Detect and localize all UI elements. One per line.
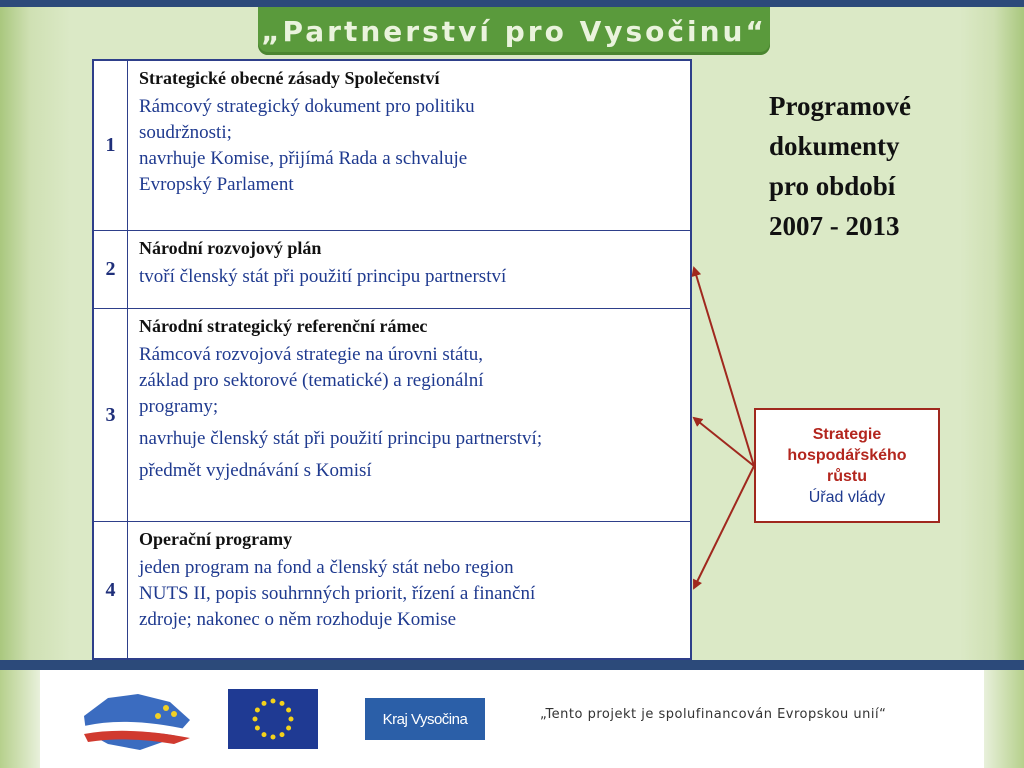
row-text bbox=[128, 61, 690, 230]
top-band bbox=[0, 0, 1024, 7]
table-row bbox=[94, 61, 690, 231]
row-number: 4 bbox=[94, 522, 128, 658]
header-title: „Partnerství pro Vysočinu“ bbox=[261, 14, 767, 48]
row-body-paragraph: Rámcový strategický dokument pro politiku soudržnosti; navrhuje Komise, přijímá Rada a schvaluje Evropský Parlament bbox=[139, 96, 475, 195]
row-body bbox=[139, 555, 680, 633]
row-body-paragraph: navrhuje členský stát při použití principu partnerství; bbox=[139, 428, 543, 449]
row-number: 1 bbox=[94, 61, 128, 230]
row-body bbox=[139, 94, 680, 198]
row-body-paragraph: předmět vyjednávání s Komisí bbox=[139, 460, 372, 481]
row-title: Operační programy bbox=[139, 529, 293, 549]
eu-flag-icon bbox=[228, 689, 318, 749]
strategy-title: Strategie hospodářského růstu bbox=[787, 425, 907, 485]
side-title: Programové dokumenty pro období 2007 - 2013 bbox=[769, 91, 911, 241]
row-text bbox=[128, 231, 690, 308]
row-body bbox=[139, 264, 680, 290]
row-title: Národní strategický referenční rámec bbox=[139, 316, 428, 336]
row-text bbox=[128, 522, 690, 658]
kraj-vysocina-logo: Kraj Vysočina bbox=[365, 698, 485, 740]
row-number: 2 bbox=[94, 231, 128, 308]
table-row bbox=[94, 522, 690, 658]
program-documents-table bbox=[92, 59, 692, 660]
row-body-paragraph: jeden program na fond a členský stát nebo region NUTS II, popis souhrnných priorit, řízení a finanční zdroje; nakonec o něm rozhoduje Komise bbox=[139, 557, 536, 630]
footer-decor-right bbox=[984, 670, 1024, 768]
row-text bbox=[128, 309, 690, 521]
header-banner bbox=[258, 7, 770, 55]
row-title: Národní rozvojový plán bbox=[139, 238, 322, 258]
footer-decor-left bbox=[0, 670, 40, 768]
bottom-band bbox=[0, 660, 1024, 670]
row-title: Strategické obecné zásady Společenství bbox=[139, 68, 440, 88]
strategy-subtitle: Úřad vlády bbox=[808, 488, 886, 506]
row-body-paragraph: tvoří členský stát při použití principu partnerství bbox=[139, 266, 507, 287]
row-body bbox=[139, 342, 680, 484]
cofinanced-text: „Tento projekt je spolufinancován Evropskou unií“ bbox=[540, 707, 887, 722]
table-row bbox=[94, 231, 690, 309]
table-row bbox=[94, 309, 690, 522]
row-body-paragraph: Rámcová rozvojová strategie na úrovni státu, základ pro sektorové (tematické) a regionální programy; bbox=[139, 344, 484, 417]
row-number: 3 bbox=[94, 309, 128, 521]
strategy-box bbox=[754, 408, 940, 523]
czech-partnership-logo bbox=[78, 686, 196, 756]
